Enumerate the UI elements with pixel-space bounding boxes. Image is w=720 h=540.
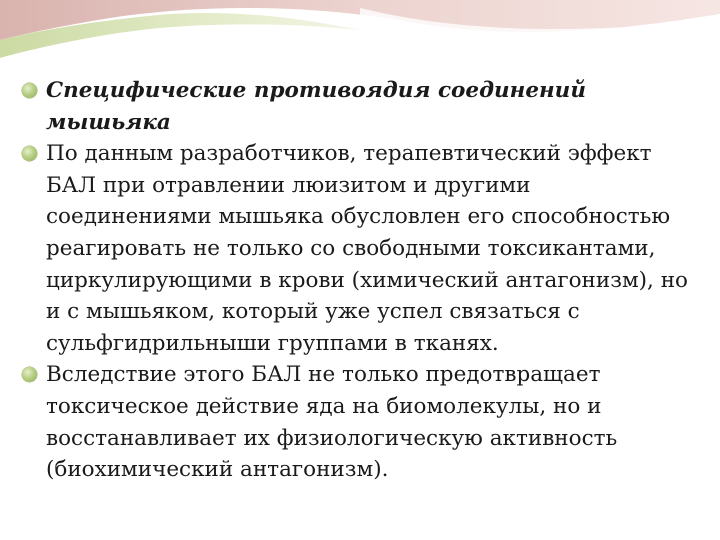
bullet-dot-icon: [22, 367, 37, 382]
bullet-text: По данным разработчиков, терапевтический эффект БАЛ при отравлении люизитом и другими соединениями мышьяка обусловлен его способностью реагировать не только со свободными токсикантами, циркулирующими в крови (химический антагонизм), но и с мышьяком, который уже успел связаться с сульфгидрильныши группами в тканях.: [46, 141, 688, 356]
bullet-text: Специфические противоядия соединений мышьяка: [46, 78, 586, 135]
bullet-item: [22, 359, 692, 485]
bullet-dot-icon: [22, 146, 37, 161]
bullet-dot-icon: [22, 83, 37, 98]
bullet-item-heading: [22, 75, 692, 138]
bullet-list: [22, 75, 692, 486]
slide-content: [22, 75, 692, 486]
bullet-text: Вследствие этого БАЛ не только предотвращает токсическое действие яда на биомолекулы, но и восстанавливает их физиологическую активность (биохимический антагонизм).: [46, 362, 618, 483]
bullet-item: [22, 138, 692, 359]
